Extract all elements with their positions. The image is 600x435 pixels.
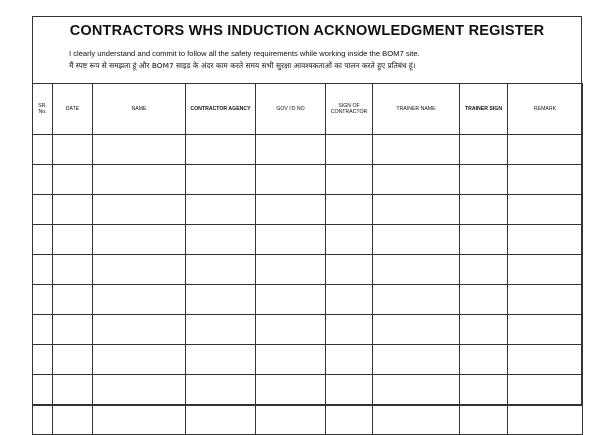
cell-date[interactable] xyxy=(53,225,93,255)
cell-trainer_sign[interactable] xyxy=(460,285,508,315)
cell-sr[interactable] xyxy=(33,315,53,345)
cell-sr[interactable] xyxy=(33,165,53,195)
table-row xyxy=(33,405,583,435)
cell-name[interactable] xyxy=(93,345,186,375)
header-trainer-sign: TRAINER SIGN xyxy=(460,84,508,135)
table-row xyxy=(33,135,583,165)
cell-trainer[interactable] xyxy=(373,375,460,405)
header-remark: REMARK xyxy=(508,84,583,135)
cell-date[interactable] xyxy=(53,255,93,285)
register-sheet xyxy=(32,16,582,406)
cell-govid[interactable] xyxy=(256,225,326,255)
cell-date[interactable] xyxy=(53,405,93,435)
cell-trainer[interactable] xyxy=(373,405,460,435)
cell-trainer[interactable] xyxy=(373,315,460,345)
statement-hindi: मैं स्पष्ट रूप से समझता हूं और BOM7 साइड के अंदर काम करते समय सभी सुरक्षा आवश्यकताओं का पालन करते हुए प्रतिबंध हूं। xyxy=(69,61,416,70)
cell-sr[interactable] xyxy=(33,225,53,255)
cell-sign[interactable] xyxy=(326,165,373,195)
cell-remark[interactable] xyxy=(508,345,583,375)
cell-name[interactable] xyxy=(93,315,186,345)
cell-date[interactable] xyxy=(53,135,93,165)
cell-trainer_sign[interactable] xyxy=(460,165,508,195)
cell-govid[interactable] xyxy=(256,165,326,195)
cell-sr[interactable] xyxy=(33,375,53,405)
cell-remark[interactable] xyxy=(508,285,583,315)
cell-govid[interactable] xyxy=(256,135,326,165)
cell-date[interactable] xyxy=(53,195,93,225)
cell-name[interactable] xyxy=(93,285,186,315)
cell-trainer_sign[interactable] xyxy=(460,405,508,435)
register-table xyxy=(32,83,583,435)
cell-trainer_sign[interactable] xyxy=(460,375,508,405)
register-body xyxy=(33,135,583,435)
cell-trainer[interactable] xyxy=(373,225,460,255)
table-row xyxy=(33,195,583,225)
table-row xyxy=(33,165,583,195)
cell-sign[interactable] xyxy=(326,225,373,255)
cell-trainer_sign[interactable] xyxy=(460,195,508,225)
cell-date[interactable] xyxy=(53,345,93,375)
cell-trainer_sign[interactable] xyxy=(460,315,508,345)
cell-sr[interactable] xyxy=(33,255,53,285)
cell-remark[interactable] xyxy=(508,165,583,195)
cell-remark[interactable] xyxy=(508,195,583,225)
cell-trainer[interactable] xyxy=(373,165,460,195)
cell-trainer[interactable] xyxy=(373,345,460,375)
cell-govid[interactable] xyxy=(256,195,326,225)
cell-date[interactable] xyxy=(53,285,93,315)
cell-agency[interactable] xyxy=(186,165,256,195)
cell-remark[interactable] xyxy=(508,405,583,435)
statement-english: I clearly understand and commit to follow all the safety requirements while working inside the BOM7 site. xyxy=(69,49,420,58)
table-row xyxy=(33,285,583,315)
cell-agency[interactable] xyxy=(186,285,256,315)
cell-remark[interactable] xyxy=(508,375,583,405)
cell-agency[interactable] xyxy=(186,195,256,225)
cell-sign[interactable] xyxy=(326,315,373,345)
cell-sign[interactable] xyxy=(326,195,373,225)
table-row xyxy=(33,225,583,255)
cell-trainer[interactable] xyxy=(373,135,460,165)
cell-govid[interactable] xyxy=(256,345,326,375)
cell-remark[interactable] xyxy=(508,225,583,255)
header-sr-no: SR. No. xyxy=(33,84,53,135)
header-row xyxy=(33,84,583,135)
cell-govid[interactable] xyxy=(256,315,326,345)
cell-trainer_sign[interactable] xyxy=(460,225,508,255)
cell-agency[interactable] xyxy=(186,405,256,435)
cell-govid[interactable] xyxy=(256,255,326,285)
cell-sr[interactable] xyxy=(33,195,53,225)
cell-sr[interactable] xyxy=(33,135,53,165)
table-row xyxy=(33,345,583,375)
cell-govid[interactable] xyxy=(256,375,326,405)
header-trainer-name: TRAINER NAME xyxy=(373,84,460,135)
cell-govid[interactable] xyxy=(256,285,326,315)
table-row xyxy=(33,255,583,285)
header-sign-of-contractor: SIGN OF CONTRACTOR xyxy=(326,84,373,135)
cell-name[interactable] xyxy=(93,405,186,435)
cell-sr[interactable] xyxy=(33,345,53,375)
cell-sign[interactable] xyxy=(326,135,373,165)
cell-date[interactable] xyxy=(53,315,93,345)
cell-trainer[interactable] xyxy=(373,285,460,315)
cell-name[interactable] xyxy=(93,195,186,225)
cell-sign[interactable] xyxy=(326,285,373,315)
cell-agency[interactable] xyxy=(186,135,256,165)
cell-govid[interactable] xyxy=(256,405,326,435)
table-row xyxy=(33,375,583,405)
cell-name[interactable] xyxy=(93,375,186,405)
cell-trainer_sign[interactable] xyxy=(460,255,508,285)
cell-name[interactable] xyxy=(93,165,186,195)
cell-agency[interactable] xyxy=(186,345,256,375)
cell-trainer_sign[interactable] xyxy=(460,135,508,165)
cell-agency[interactable] xyxy=(186,375,256,405)
cell-agency[interactable] xyxy=(186,225,256,255)
page-title: CONTRACTORS WHS INDUCTION ACKNOWLEDGMENT REGISTER xyxy=(69,23,545,39)
cell-name[interactable] xyxy=(93,135,186,165)
table-row xyxy=(33,315,583,345)
cell-date[interactable] xyxy=(53,375,93,405)
header-date: DATE xyxy=(53,84,93,135)
cell-name[interactable] xyxy=(93,255,186,285)
cell-sign[interactable] xyxy=(326,255,373,285)
header-contractor-agency: CONTRACTOR AGENCY xyxy=(186,84,256,135)
cell-sign[interactable] xyxy=(326,345,373,375)
cell-remark[interactable] xyxy=(508,315,583,345)
cell-sign[interactable] xyxy=(326,405,373,435)
cell-agency[interactable] xyxy=(186,255,256,285)
header-gov-id: GOV I'D NO xyxy=(256,84,326,135)
cell-trainer[interactable] xyxy=(373,255,460,285)
cell-remark[interactable] xyxy=(508,255,583,285)
cell-name[interactable] xyxy=(93,225,186,255)
cell-remark[interactable] xyxy=(508,135,583,165)
cell-date[interactable] xyxy=(53,165,93,195)
cell-sr[interactable] xyxy=(33,285,53,315)
cell-sr[interactable] xyxy=(33,405,53,435)
header-name: NAME xyxy=(93,84,186,135)
cell-trainer_sign[interactable] xyxy=(460,345,508,375)
cell-agency[interactable] xyxy=(186,315,256,345)
cell-trainer[interactable] xyxy=(373,195,460,225)
cell-sign[interactable] xyxy=(326,375,373,405)
